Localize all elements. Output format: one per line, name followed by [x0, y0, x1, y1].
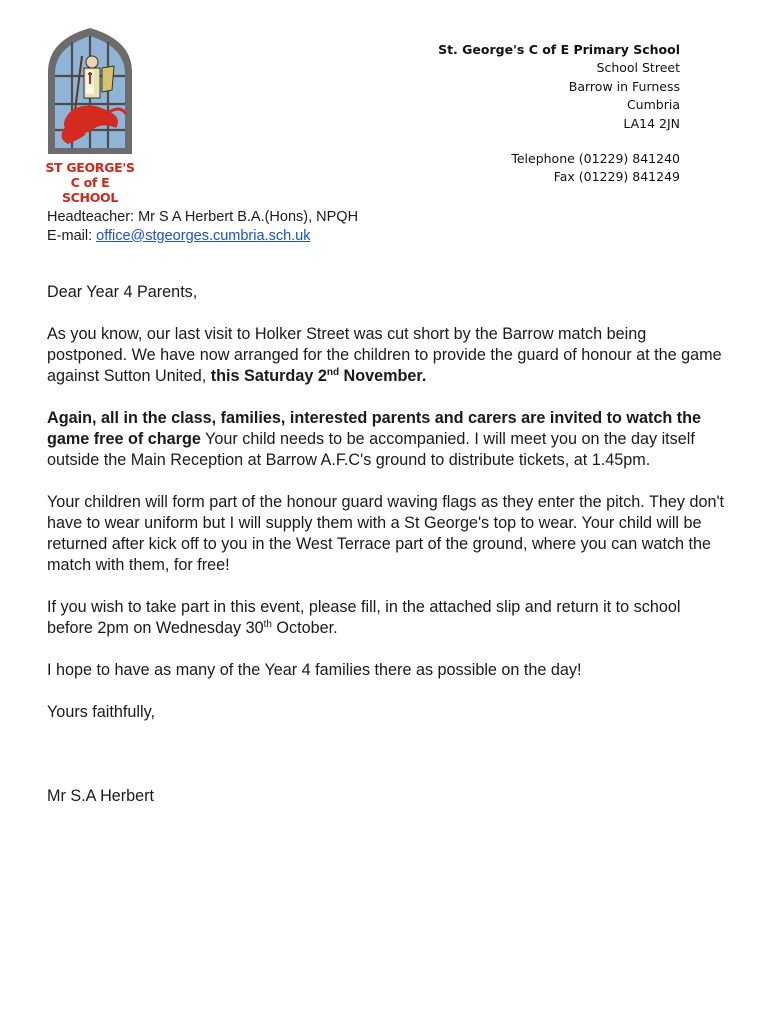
address-line: LA14 2JN — [623, 115, 680, 131]
school-address-block — [438, 41, 680, 187]
match-date: this Saturday 2nd November. — [210, 367, 427, 385]
paragraph-3: Your children will form part of the honour guard waving flags as they enter the pitch. They don't have to wear uniform but I will supply them with a St George's top to wear. Your child will be returned after kick off to you in the West Terrace part of the ground, where you can watch the match with them, for free! — [47, 493, 725, 574]
logo-text-line2: C of E SCHOOL — [61, 175, 119, 205]
fax: Fax (01229) 841249 — [553, 169, 680, 185]
stained-glass-window-icon — [42, 26, 138, 158]
letter-body — [47, 282, 727, 828]
email-link[interactable]: office@stgeorges.cumbria.sch.uk — [96, 227, 311, 244]
paragraph-5: I hope to have as many of the Year 4 families there as possible on the day! — [47, 661, 582, 679]
school-name: St. George's C of E Primary School — [438, 42, 680, 57]
school-logo — [42, 26, 138, 205]
email-line — [47, 227, 358, 246]
email-label: E-mail: — [47, 227, 97, 244]
paragraph-1-text: As you know, our last visit to Holker Street was cut short by the Barrow match being postponed. We have now arranged for the children to provide the guard of honour at the game against Sutton United, — [47, 325, 722, 385]
paragraph-4: If you wish to take part in this event, please fill, in the attached slip and return it to school before 2pm on Wednesday 30th October. — [47, 598, 681, 637]
logo-text-line1: ST GEORGE'S — [45, 160, 135, 175]
salutation: Dear Year 4 Parents, — [47, 283, 198, 301]
paragraph-2-text: Your child needs to be accompanied. I will meet you on the day itself outside the Main Reception at Barrow A.F.C's ground to distribute tickets, at 1.45pm. — [47, 430, 695, 469]
paragraph-1 — [47, 324, 727, 387]
telephone: Telephone (01229) 841240 — [511, 151, 680, 167]
address-line: School Street — [596, 60, 680, 76]
paragraph-2 — [47, 408, 727, 471]
invitation-bold: Again, all in the class, families, interested parents and carers are invited to watch the game free of charge — [47, 409, 702, 448]
address-line: Barrow in Furness — [568, 78, 680, 94]
headteacher-block — [47, 208, 358, 245]
headteacher-line: Headteacher: Mr S A Herbert B.A.(Hons), NPQH — [47, 209, 359, 225]
signature: Mr S.A Herbert — [47, 787, 155, 805]
closing: Yours faithfully, — [47, 703, 155, 721]
address-line: Cumbria — [626, 97, 680, 113]
